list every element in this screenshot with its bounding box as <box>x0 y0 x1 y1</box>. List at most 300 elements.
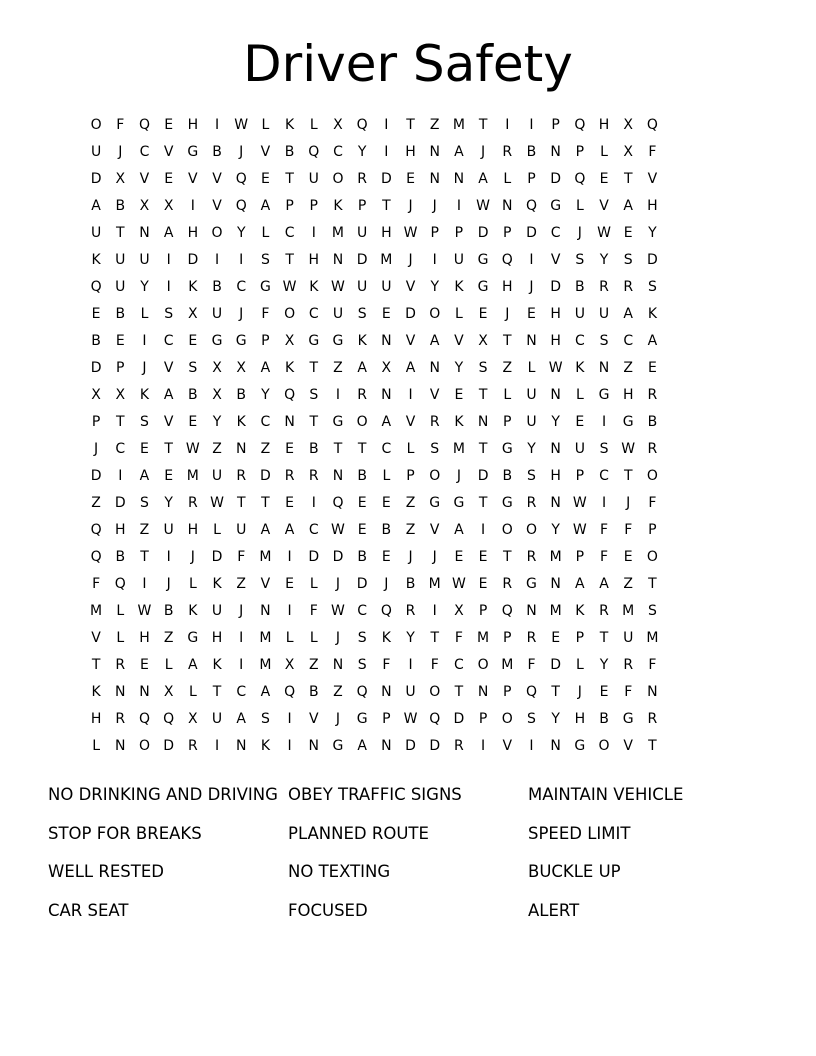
grid-letter: B <box>405 576 416 592</box>
grid-letter: M <box>90 603 103 619</box>
grid-letter: A <box>163 387 174 403</box>
grid-letter: K <box>212 576 222 592</box>
grid-letter: K <box>91 252 101 268</box>
grid-letter: L <box>261 117 270 133</box>
grid-letter: Y <box>357 144 367 160</box>
grid-letter: S <box>647 603 657 619</box>
grid-letter: V <box>188 171 198 187</box>
grid-letter: J <box>384 576 389 592</box>
grid-row <box>84 166 665 193</box>
grid-letter: A <box>454 522 464 538</box>
grid-letter: K <box>333 198 343 214</box>
grid-letter: E <box>285 576 295 592</box>
grid-letter: C <box>284 225 295 241</box>
grid-letter: J <box>408 549 413 565</box>
grid-letter: X <box>236 360 247 376</box>
grid-letter: P <box>261 333 270 349</box>
grid-letter: E <box>188 333 198 349</box>
grid-letter: H <box>115 522 126 538</box>
grid-row <box>84 517 665 544</box>
grid-letter: E <box>115 333 125 349</box>
grid-letter: D <box>90 360 102 376</box>
grid-letter: I <box>505 117 510 133</box>
grid-letter: D <box>453 711 465 727</box>
grid-letter: U <box>211 711 223 727</box>
grid-letter: I <box>142 576 147 592</box>
grid-letter: V <box>212 171 222 187</box>
grid-letter: N <box>381 387 392 403</box>
grid-letter: N <box>550 738 561 754</box>
grid-letter: I <box>214 738 220 754</box>
grid-letter: C <box>163 333 174 349</box>
grid-letter: T <box>261 495 270 511</box>
grid-letter: Y <box>454 360 464 376</box>
grid-letter: W <box>331 279 345 295</box>
grid-letter: I <box>166 252 171 268</box>
grid-letter: O <box>429 468 441 484</box>
grid-letter: V <box>502 738 513 754</box>
grid-letter: Z <box>308 657 319 673</box>
grid-letter: Z <box>405 495 416 511</box>
grid-letter: E <box>623 225 633 241</box>
grid-letter: R <box>357 171 368 187</box>
grid-letter: M <box>380 252 393 268</box>
grid-letter: T <box>648 576 657 592</box>
grid-letter: L <box>575 387 584 403</box>
grid-letter: X <box>163 684 174 700</box>
grid-letter: F <box>261 306 270 322</box>
grid-letter: N <box>453 171 465 187</box>
grid-letter: T <box>503 549 512 565</box>
grid-row <box>84 112 665 139</box>
grid-letter: U <box>574 306 585 322</box>
grid-letter: Q <box>356 117 368 133</box>
grid-letter: S <box>140 495 149 511</box>
grid-letter: T <box>285 171 294 187</box>
grid-letter: G <box>501 495 513 511</box>
grid-letter: M <box>259 630 272 646</box>
grid-letter: F <box>527 657 536 673</box>
grid-letter: F <box>624 522 633 538</box>
grid-letter: D <box>90 171 102 187</box>
grid-letter: H <box>502 279 513 295</box>
grid-letter: X <box>454 603 464 619</box>
grid-letter: F <box>309 603 318 619</box>
grid-letter: Z <box>139 522 150 538</box>
grid-letter: T <box>333 441 343 457</box>
grid-letter: B <box>284 144 295 160</box>
word-list-item: FOCUSED <box>288 900 368 920</box>
grid-letter: S <box>623 252 633 268</box>
grid-letter: I <box>481 738 486 754</box>
grid-letter: T <box>309 360 319 376</box>
grid-row <box>84 328 665 355</box>
grid-letter: Z <box>163 630 174 646</box>
grid-letter: N <box>260 603 271 619</box>
grid-letter: A <box>284 522 295 538</box>
grid-letter: I <box>287 549 292 565</box>
grid-letter: J <box>408 198 413 214</box>
grid-letter: F <box>430 657 439 673</box>
grid-letter: V <box>308 711 319 727</box>
grid-letter: A <box>260 198 271 214</box>
grid-letter: A <box>236 711 246 727</box>
grid-letter: I <box>287 711 292 727</box>
grid-letter: H <box>90 711 102 727</box>
grid-row <box>84 247 665 274</box>
grid-letter: T <box>430 630 439 646</box>
grid-letter: T <box>648 738 657 754</box>
grid-letter: W <box>282 279 297 295</box>
word-list-item: STOP FOR BREAKS <box>48 823 202 843</box>
grid-letter: U <box>163 522 174 538</box>
grid-letter: H <box>647 198 658 214</box>
grid-letter: C <box>599 468 609 484</box>
grid-letter: S <box>309 387 319 403</box>
grid-letter: N <box>550 144 561 160</box>
grid-letter: V <box>212 198 222 214</box>
grid-letter: X <box>188 711 198 727</box>
grid-letter: J <box>94 441 99 457</box>
grid-letter: T <box>236 495 246 511</box>
grid-letter: W <box>597 225 611 241</box>
grid-letter: P <box>478 711 488 727</box>
grid-row <box>84 220 665 247</box>
grid-letter: F <box>454 630 463 646</box>
grid-letter: Q <box>646 117 658 133</box>
grid-letter: V <box>163 414 174 430</box>
grid-letter: Q <box>574 117 586 133</box>
grid-letter: Y <box>236 225 246 241</box>
word-list-item: ALERT <box>528 900 580 920</box>
grid-letter: O <box>501 522 513 538</box>
grid-letter: L <box>188 576 197 592</box>
grid-letter: N <box>598 360 610 376</box>
grid-letter: L <box>600 144 608 160</box>
grid-letter: R <box>115 711 126 727</box>
grid-letter: C <box>333 144 343 160</box>
grid-letter: S <box>647 279 657 295</box>
grid-letter: F <box>116 117 125 133</box>
grid-letter: E <box>623 549 633 565</box>
grid-letter: N <box>235 738 247 754</box>
grid-letter: R <box>647 387 658 403</box>
grid-letter: Q <box>501 252 513 268</box>
grid-row <box>84 490 665 517</box>
grid-letter: K <box>91 684 101 700</box>
grid-row <box>84 355 665 382</box>
grid-letter: L <box>309 576 318 592</box>
grid-letter: A <box>357 738 367 754</box>
grid-row <box>84 436 665 463</box>
grid-letter: G <box>332 333 344 349</box>
grid-letter: M <box>452 441 465 457</box>
grid-letter: S <box>478 360 488 376</box>
grid-letter: I <box>432 603 437 619</box>
grid-letter: E <box>164 171 174 187</box>
grid-letter: X <box>188 306 198 322</box>
grid-letter: G <box>477 252 489 268</box>
grid-letter: L <box>92 738 100 754</box>
grid-letter: H <box>187 117 199 133</box>
grid-letter: O <box>138 738 150 754</box>
grid-letter: J <box>239 306 244 322</box>
grid-letter: Q <box>235 171 247 187</box>
grid-letter: M <box>646 630 659 646</box>
grid-letter: K <box>260 738 270 754</box>
grid-letter: P <box>503 630 512 646</box>
grid-letter: B <box>163 603 174 619</box>
grid-letter: U <box>211 468 223 484</box>
grid-letter: U <box>90 225 102 241</box>
grid-letter: P <box>430 225 439 241</box>
grid-letter: H <box>308 252 320 268</box>
grid-letter: X <box>91 387 101 403</box>
grid-letter: T <box>478 387 488 403</box>
word-list-item: BUCKLE UP <box>528 862 621 881</box>
grid-letter: U <box>332 306 344 322</box>
grid-letter: U <box>357 279 368 295</box>
grid-letter: I <box>311 225 316 241</box>
grid-letter: K <box>454 414 464 430</box>
grid-letter: L <box>527 360 536 376</box>
grid-letter: Z <box>405 522 416 538</box>
grid-letter: S <box>260 252 270 268</box>
grid-letter: E <box>357 522 367 538</box>
grid-letter: I <box>529 252 534 268</box>
grid-letter: P <box>478 603 488 619</box>
grid-letter: U <box>90 144 102 160</box>
grid-letter: G <box>622 711 634 727</box>
grid-row <box>84 463 665 490</box>
grid-letter: N <box>115 738 126 754</box>
grid-letter: N <box>115 684 126 700</box>
grid-letter: W <box>331 522 345 538</box>
grid-letter: F <box>648 495 657 511</box>
grid-letter: V <box>405 279 416 295</box>
grid-letter: E <box>454 387 464 403</box>
grid-letter: A <box>478 171 488 187</box>
grid-letter: K <box>139 387 150 403</box>
grid-letter: H <box>405 144 416 160</box>
grid-letter: Y <box>164 495 173 511</box>
grid-letter: R <box>599 603 609 619</box>
grid-letter: J <box>239 603 244 619</box>
grid-letter: E <box>575 414 585 430</box>
grid-letter: T <box>478 117 488 133</box>
grid-letter: Z <box>333 360 343 376</box>
grid-letter: L <box>382 468 391 484</box>
word-list-item: NO DRINKING AND DRIVING <box>48 785 278 804</box>
grid-letter: R <box>647 441 658 457</box>
grid-letter: P <box>309 198 318 214</box>
grid-letter: R <box>623 279 634 295</box>
grid-letter: D <box>550 171 562 187</box>
grid-letter: Q <box>90 549 102 565</box>
grid-letter: Z <box>429 117 440 133</box>
grid-letter: T <box>285 252 294 268</box>
grid-letter: O <box>332 171 344 187</box>
grid-letter: L <box>213 522 221 538</box>
grid-letter: M <box>259 549 272 565</box>
grid-letter: S <box>357 630 367 646</box>
grid-letter: I <box>287 738 292 754</box>
grid-letter: G <box>477 279 489 295</box>
grid-letter: A <box>454 144 464 160</box>
grid-letter: H <box>550 306 561 322</box>
grid-letter: E <box>381 306 391 322</box>
grid-letter: B <box>212 279 222 295</box>
grid-letter: N <box>332 252 344 268</box>
grid-letter: W <box>185 441 200 457</box>
grid-row <box>84 544 665 571</box>
grid-letter: W <box>137 603 152 619</box>
grid-letter: B <box>115 198 126 214</box>
grid-letter: N <box>647 684 658 700</box>
grid-letter: P <box>575 630 585 646</box>
grid-letter: B <box>91 333 101 349</box>
grid-letter: G <box>429 495 441 511</box>
grid-letter: P <box>551 117 560 133</box>
grid-letter: B <box>381 522 392 538</box>
grid-row <box>84 274 665 301</box>
grid-letter: W <box>572 495 587 511</box>
grid-letter: J <box>577 225 582 241</box>
grid-letter: R <box>526 549 537 565</box>
grid-letter: T <box>116 414 125 430</box>
grid-letter: T <box>212 684 222 700</box>
grid-letter: J <box>142 360 147 376</box>
grid-letter: T <box>406 117 415 133</box>
grid-letter: K <box>188 279 198 295</box>
grid-letter: O <box>429 684 441 700</box>
grid-letter: V <box>405 414 416 430</box>
grid-letter: M <box>186 468 199 484</box>
grid-letter: K <box>212 657 222 673</box>
grid-letter: E <box>164 468 174 484</box>
grid-letter: Y <box>599 252 609 268</box>
grid-letter: J <box>577 684 582 700</box>
grid-letter: D <box>477 225 489 241</box>
grid-letter: V <box>260 144 271 160</box>
grid-letter: Y <box>406 630 415 646</box>
grid-letter: H <box>211 630 223 646</box>
word-list-item: OBEY TRAFFIC SIGNS <box>288 785 462 804</box>
grid-row <box>84 652 665 679</box>
grid-letter: P <box>575 468 585 484</box>
grid-letter: O <box>646 468 658 484</box>
grid-row <box>84 625 665 652</box>
grid-letter: P <box>357 198 367 214</box>
grid-letter: F <box>648 144 657 160</box>
grid-row <box>84 679 665 706</box>
grid-letter: S <box>140 414 149 430</box>
grid-letter: V <box>91 630 101 646</box>
grid-letter: X <box>623 144 634 160</box>
grid-letter: B <box>647 414 658 430</box>
grid-letter: N <box>550 441 561 457</box>
grid-letter: S <box>188 360 198 376</box>
grid-letter: S <box>357 657 367 673</box>
grid-letter: T <box>309 414 319 430</box>
grid-letter: J <box>335 630 341 646</box>
grid-letter: H <box>187 225 199 241</box>
grid-letter: L <box>455 306 463 322</box>
grid-letter: E <box>478 549 488 565</box>
grid-row <box>84 301 665 328</box>
grid-letter: V <box>429 387 440 403</box>
grid-letter: K <box>647 306 657 322</box>
grid-letter: B <box>308 441 319 457</box>
grid-letter: T <box>623 171 633 187</box>
grid-letter: X <box>478 333 488 349</box>
grid-letter: U <box>211 306 223 322</box>
grid-letter: E <box>381 549 391 565</box>
grid-letter: X <box>212 387 222 403</box>
grid-letter: D <box>308 549 320 565</box>
grid-letter: C <box>236 684 247 700</box>
grid-letter: H <box>139 630 150 646</box>
grid-row <box>84 193 665 220</box>
grid-letter: Y <box>551 414 560 430</box>
grid-letter: N <box>526 333 537 349</box>
grid-letter: J <box>118 144 123 160</box>
grid-letter: S <box>260 711 270 727</box>
grid-letter: B <box>212 144 222 160</box>
grid-letter: C <box>574 333 585 349</box>
grid-letter: K <box>357 333 367 349</box>
grid-letter: A <box>139 468 150 484</box>
grid-letter: X <box>115 171 126 187</box>
grid-letter: N <box>139 225 150 241</box>
grid-letter: P <box>116 360 125 376</box>
grid-letter: P <box>285 198 294 214</box>
grid-letter: B <box>115 549 126 565</box>
grid-letter: K <box>309 279 319 295</box>
grid-letter: L <box>261 225 270 241</box>
grid-letter: Q <box>356 684 368 700</box>
grid-letter: F <box>600 549 609 565</box>
grid-letter: H <box>550 333 561 349</box>
grid-letter: B <box>188 387 198 403</box>
letter-grid <box>84 112 665 760</box>
grid-letter: G <box>622 414 634 430</box>
grid-letter: B <box>308 684 319 700</box>
grid-letter: C <box>357 603 368 619</box>
word-list-item: NO TEXTING <box>288 862 391 881</box>
grid-letter: R <box>357 387 368 403</box>
grid-letter: T <box>623 468 633 484</box>
grid-letter: V <box>429 522 440 538</box>
grid-letter: N <box>332 657 344 673</box>
grid-letter: R <box>187 738 198 754</box>
grid-letter: Z <box>623 576 634 592</box>
grid-letter: J <box>190 549 195 565</box>
grid-letter: O <box>477 657 489 673</box>
grid-letter: Q <box>574 171 586 187</box>
grid-letter: Y <box>140 279 149 295</box>
grid-letter: W <box>234 117 249 133</box>
grid-letter: P <box>503 225 512 241</box>
grid-letter: Y <box>551 522 560 538</box>
grid-letter: N <box>550 576 561 592</box>
word-list-item: WELL RESTED <box>48 862 164 881</box>
grid-letter: H <box>622 387 634 403</box>
grid-letter: L <box>140 306 149 322</box>
grid-letter: X <box>333 117 343 133</box>
grid-letter: C <box>381 441 392 457</box>
grid-letter: Q <box>90 522 102 538</box>
